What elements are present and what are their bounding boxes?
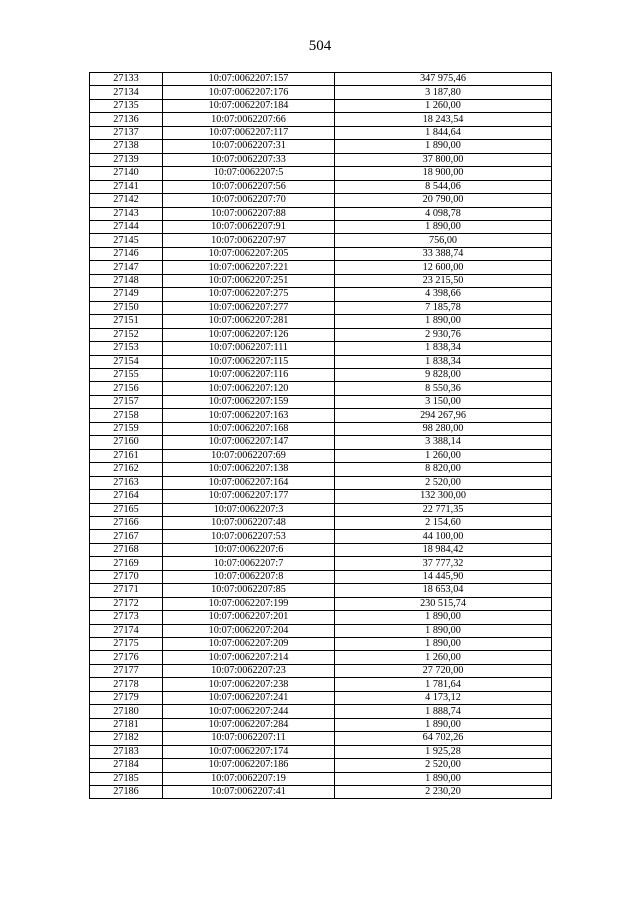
cadastral-number-cell: 10:07:0062207:209 — [163, 638, 335, 651]
table-body — [90, 73, 552, 799]
cadastral-number-cell: 10:07:0062207:66 — [163, 113, 335, 126]
cadastral-value-cell: 4 173,12 — [335, 691, 552, 704]
cadastral-value-cell: 1 890,00 — [335, 611, 552, 624]
table-row — [90, 368, 552, 381]
row-number-cell: 27156 — [90, 382, 163, 395]
table-row — [90, 516, 552, 529]
table-row — [90, 543, 552, 556]
table-row — [90, 651, 552, 664]
row-number-cell: 27179 — [90, 691, 163, 704]
cadastral-number-cell: 10:07:0062207:8 — [163, 570, 335, 583]
cadastral-number-cell: 10:07:0062207:115 — [163, 355, 335, 368]
table-row — [90, 301, 552, 314]
cadastral-number-cell: 10:07:0062207:19 — [163, 772, 335, 785]
cadastral-number-cell: 10:07:0062207:31 — [163, 140, 335, 153]
row-number-cell: 27135 — [90, 99, 163, 112]
table-row — [90, 705, 552, 718]
row-number-cell: 27158 — [90, 409, 163, 422]
cadastral-number-cell: 10:07:0062207:164 — [163, 476, 335, 489]
cadastral-value-cell: 1 838,34 — [335, 342, 552, 355]
row-number-cell: 27185 — [90, 772, 163, 785]
cadastral-number-cell: 10:07:0062207:126 — [163, 328, 335, 341]
cadastral-number-cell: 10:07:0062207:244 — [163, 705, 335, 718]
cadastral-number-cell: 10:07:0062207:147 — [163, 436, 335, 449]
row-number-cell: 27147 — [90, 261, 163, 274]
cadastral-value-cell: 7 185,78 — [335, 301, 552, 314]
cadastral-number-cell: 10:07:0062207:163 — [163, 409, 335, 422]
table-row — [90, 436, 552, 449]
row-number-cell: 27150 — [90, 301, 163, 314]
row-number-cell: 27178 — [90, 678, 163, 691]
cadastral-value-table — [89, 72, 552, 799]
cadastral-number-cell: 10:07:0062207:281 — [163, 315, 335, 328]
row-number-cell: 27186 — [90, 786, 163, 799]
row-number-cell: 27155 — [90, 368, 163, 381]
cadastral-value-cell: 2 230,20 — [335, 786, 552, 799]
cadastral-value-cell: 2 520,00 — [335, 476, 552, 489]
cadastral-number-cell: 10:07:0062207:177 — [163, 490, 335, 503]
cadastral-number-cell: 10:07:0062207:159 — [163, 395, 335, 408]
cadastral-value-cell: 1 890,00 — [335, 220, 552, 233]
table-row — [90, 328, 552, 341]
cadastral-value-cell: 23 215,50 — [335, 274, 552, 287]
cadastral-number-cell: 10:07:0062207:85 — [163, 584, 335, 597]
cadastral-value-cell: 1 260,00 — [335, 449, 552, 462]
cadastral-number-cell: 10:07:0062207:33 — [163, 153, 335, 166]
cadastral-value-cell: 1 890,00 — [335, 718, 552, 731]
row-number-cell: 27133 — [90, 73, 163, 86]
table-row — [90, 342, 552, 355]
page-number: 504 — [308, 38, 332, 54]
row-number-cell: 27159 — [90, 422, 163, 435]
cadastral-value-cell: 8 550,36 — [335, 382, 552, 395]
table-row — [90, 463, 552, 476]
row-number-cell: 27152 — [90, 328, 163, 341]
row-number-cell: 27166 — [90, 516, 163, 529]
cadastral-value-cell: 1 890,00 — [335, 140, 552, 153]
cadastral-value-cell: 1 838,34 — [335, 355, 552, 368]
cadastral-number-cell: 10:07:0062207:23 — [163, 664, 335, 677]
cadastral-number-cell: 10:07:0062207:168 — [163, 422, 335, 435]
row-number-cell: 27149 — [90, 288, 163, 301]
cadastral-number-cell: 10:07:0062207:275 — [163, 288, 335, 301]
table-row — [90, 220, 552, 233]
row-number-cell: 27161 — [90, 449, 163, 462]
table-row — [90, 570, 552, 583]
cadastral-value-cell: 1 260,00 — [335, 99, 552, 112]
table-row — [90, 355, 552, 368]
cadastral-number-cell: 10:07:0062207:186 — [163, 759, 335, 772]
cadastral-number-cell: 10:07:0062207:53 — [163, 530, 335, 543]
cadastral-number-cell: 10:07:0062207:157 — [163, 73, 335, 86]
table-row — [90, 503, 552, 516]
row-number-cell: 27153 — [90, 342, 163, 355]
row-number-cell: 27163 — [90, 476, 163, 489]
table-row — [90, 490, 552, 503]
table-row — [90, 557, 552, 570]
cadastral-value-cell: 98 280,00 — [335, 422, 552, 435]
row-number-cell: 27143 — [90, 207, 163, 220]
cadastral-number-cell: 10:07:0062207:91 — [163, 220, 335, 233]
row-number-cell: 27157 — [90, 395, 163, 408]
cadastral-number-cell: 10:07:0062207:97 — [163, 234, 335, 247]
cadastral-number-cell: 10:07:0062207:199 — [163, 597, 335, 610]
table-row — [90, 207, 552, 220]
cadastral-value-cell: 756,00 — [335, 234, 552, 247]
table-row — [90, 382, 552, 395]
row-number-cell: 27134 — [90, 86, 163, 99]
row-number-cell: 27174 — [90, 624, 163, 637]
table-row — [90, 732, 552, 745]
table-row — [90, 597, 552, 610]
cadastral-value-cell: 1 888,74 — [335, 705, 552, 718]
table-row — [90, 786, 552, 799]
table-row — [90, 247, 552, 260]
row-number-cell: 27139 — [90, 153, 163, 166]
cadastral-value-cell: 44 100,00 — [335, 530, 552, 543]
cadastral-value-cell: 1 890,00 — [335, 315, 552, 328]
table-row — [90, 126, 552, 139]
table-row — [90, 624, 552, 637]
row-number-cell: 27183 — [90, 745, 163, 758]
cadastral-value-cell: 18 900,00 — [335, 167, 552, 180]
cadastral-number-cell: 10:07:0062207:204 — [163, 624, 335, 637]
table-row — [90, 140, 552, 153]
cadastral-number-cell: 10:07:0062207:117 — [163, 126, 335, 139]
cadastral-value-cell: 1 890,00 — [335, 772, 552, 785]
cadastral-value-cell: 1 925,28 — [335, 745, 552, 758]
cadastral-value-cell: 294 267,96 — [335, 409, 552, 422]
table-row — [90, 261, 552, 274]
cadastral-number-cell: 10:07:0062207:5 — [163, 167, 335, 180]
cadastral-number-cell: 10:07:0062207:3 — [163, 503, 335, 516]
cadastral-value-cell: 2 520,00 — [335, 759, 552, 772]
cadastral-number-cell: 10:07:0062207:120 — [163, 382, 335, 395]
table-row — [90, 745, 552, 758]
table-row — [90, 153, 552, 166]
table-row — [90, 678, 552, 691]
cadastral-value-cell: 9 828,00 — [335, 368, 552, 381]
cadastral-value-cell: 33 388,74 — [335, 247, 552, 260]
cadastral-value-cell: 27 720,00 — [335, 664, 552, 677]
table-row — [90, 530, 552, 543]
cadastral-value-cell: 1 260,00 — [335, 651, 552, 664]
table-row — [90, 315, 552, 328]
cadastral-value-cell: 230 515,74 — [335, 597, 552, 610]
table-row — [90, 772, 552, 785]
cadastral-value-cell: 64 702,26 — [335, 732, 552, 745]
table-row — [90, 288, 552, 301]
cadastral-number-cell: 10:07:0062207:111 — [163, 342, 335, 355]
cadastral-number-cell: 10:07:0062207:241 — [163, 691, 335, 704]
cadastral-number-cell: 10:07:0062207:88 — [163, 207, 335, 220]
cadastral-number-cell: 10:07:0062207:214 — [163, 651, 335, 664]
table-row — [90, 167, 552, 180]
table-row — [90, 194, 552, 207]
table-row — [90, 691, 552, 704]
cadastral-value-cell: 1 844,64 — [335, 126, 552, 139]
table-row — [90, 638, 552, 651]
cadastral-value-cell: 2 154,60 — [335, 516, 552, 529]
cadastral-value-cell: 1 890,00 — [335, 638, 552, 651]
cadastral-number-cell: 10:07:0062207:201 — [163, 611, 335, 624]
table-row — [90, 180, 552, 193]
table-row — [90, 234, 552, 247]
cadastral-value-cell: 2 930,76 — [335, 328, 552, 341]
row-number-cell: 27167 — [90, 530, 163, 543]
table-row — [90, 73, 552, 86]
table-row — [90, 718, 552, 731]
cadastral-value-cell: 18 984,42 — [335, 543, 552, 556]
row-number-cell: 27176 — [90, 651, 163, 664]
cadastral-value-cell: 8 820,00 — [335, 463, 552, 476]
table-row — [90, 422, 552, 435]
cadastral-value-cell: 3 388,14 — [335, 436, 552, 449]
row-number-cell: 27138 — [90, 140, 163, 153]
cadastral-value-cell: 4 098,78 — [335, 207, 552, 220]
row-number-cell: 27141 — [90, 180, 163, 193]
cadastral-value-cell: 37 800,00 — [335, 153, 552, 166]
row-number-cell: 27151 — [90, 315, 163, 328]
cadastral-value-cell: 18 243,54 — [335, 113, 552, 126]
row-number-cell: 27145 — [90, 234, 163, 247]
row-number-cell: 27169 — [90, 557, 163, 570]
table-row — [90, 113, 552, 126]
cadastral-number-cell: 10:07:0062207:41 — [163, 786, 335, 799]
cadastral-number-cell: 10:07:0062207:176 — [163, 86, 335, 99]
cadastral-number-cell: 10:07:0062207:205 — [163, 247, 335, 260]
row-number-cell: 27171 — [90, 584, 163, 597]
row-number-cell: 27154 — [90, 355, 163, 368]
row-number-cell: 27181 — [90, 718, 163, 731]
cadastral-number-cell: 10:07:0062207:238 — [163, 678, 335, 691]
cadastral-number-cell: 10:07:0062207:56 — [163, 180, 335, 193]
cadastral-number-cell: 10:07:0062207:174 — [163, 745, 335, 758]
row-number-cell: 27175 — [90, 638, 163, 651]
row-number-cell: 27165 — [90, 503, 163, 516]
cadastral-number-cell: 10:07:0062207:251 — [163, 274, 335, 287]
row-number-cell: 27168 — [90, 543, 163, 556]
cadastral-number-cell: 10:07:0062207:7 — [163, 557, 335, 570]
cadastral-value-cell: 12 600,00 — [335, 261, 552, 274]
cadastral-number-cell: 10:07:0062207:70 — [163, 194, 335, 207]
cadastral-value-cell: 347 975,46 — [335, 73, 552, 86]
row-number-cell: 27162 — [90, 463, 163, 476]
row-number-cell: 27170 — [90, 570, 163, 583]
row-number-cell: 27164 — [90, 490, 163, 503]
cadastral-value-cell: 3 187,80 — [335, 86, 552, 99]
row-number-cell: 27140 — [90, 167, 163, 180]
cadastral-value-cell: 1 890,00 — [335, 624, 552, 637]
table-row — [90, 611, 552, 624]
row-number-cell: 27137 — [90, 126, 163, 139]
cadastral-value-cell: 37 777,32 — [335, 557, 552, 570]
row-number-cell: 27144 — [90, 220, 163, 233]
cadastral-value-cell: 14 445,90 — [335, 570, 552, 583]
table-row — [90, 449, 552, 462]
row-number-cell: 27148 — [90, 274, 163, 287]
table-row — [90, 476, 552, 489]
cadastral-number-cell: 10:07:0062207:284 — [163, 718, 335, 731]
cadastral-number-cell: 10:07:0062207:116 — [163, 368, 335, 381]
row-number-cell: 27173 — [90, 611, 163, 624]
table-row — [90, 395, 552, 408]
table-row — [90, 664, 552, 677]
cadastral-number-cell: 10:07:0062207:184 — [163, 99, 335, 112]
cadastral-value-cell: 1 781,64 — [335, 678, 552, 691]
table-row — [90, 409, 552, 422]
cadastral-number-cell: 10:07:0062207:48 — [163, 516, 335, 529]
cadastral-number-cell: 10:07:0062207:11 — [163, 732, 335, 745]
row-number-cell: 27180 — [90, 705, 163, 718]
cadastral-value-cell: 20 790,00 — [335, 194, 552, 207]
table-row — [90, 274, 552, 287]
row-number-cell: 27172 — [90, 597, 163, 610]
cadastral-value-cell: 132 300,00 — [335, 490, 552, 503]
table-row — [90, 584, 552, 597]
cadastral-value-cell: 18 653,04 — [335, 584, 552, 597]
cadastral-number-cell: 10:07:0062207:138 — [163, 463, 335, 476]
cadastral-number-cell: 10:07:0062207:6 — [163, 543, 335, 556]
table-row — [90, 86, 552, 99]
row-number-cell: 27160 — [90, 436, 163, 449]
cadastral-number-cell: 10:07:0062207:221 — [163, 261, 335, 274]
cadastral-number-cell: 10:07:0062207:277 — [163, 301, 335, 314]
row-number-cell: 27184 — [90, 759, 163, 772]
row-number-cell: 27142 — [90, 194, 163, 207]
cadastral-number-cell: 10:07:0062207:69 — [163, 449, 335, 462]
row-number-cell: 27146 — [90, 247, 163, 260]
row-number-cell: 27177 — [90, 664, 163, 677]
table-row — [90, 99, 552, 112]
cadastral-value-cell: 8 544,06 — [335, 180, 552, 193]
row-number-cell: 27182 — [90, 732, 163, 745]
cadastral-value-cell: 22 771,35 — [335, 503, 552, 516]
table-row — [90, 759, 552, 772]
cadastral-value-cell: 3 150,00 — [335, 395, 552, 408]
cadastral-value-cell: 4 398,66 — [335, 288, 552, 301]
row-number-cell: 27136 — [90, 113, 163, 126]
